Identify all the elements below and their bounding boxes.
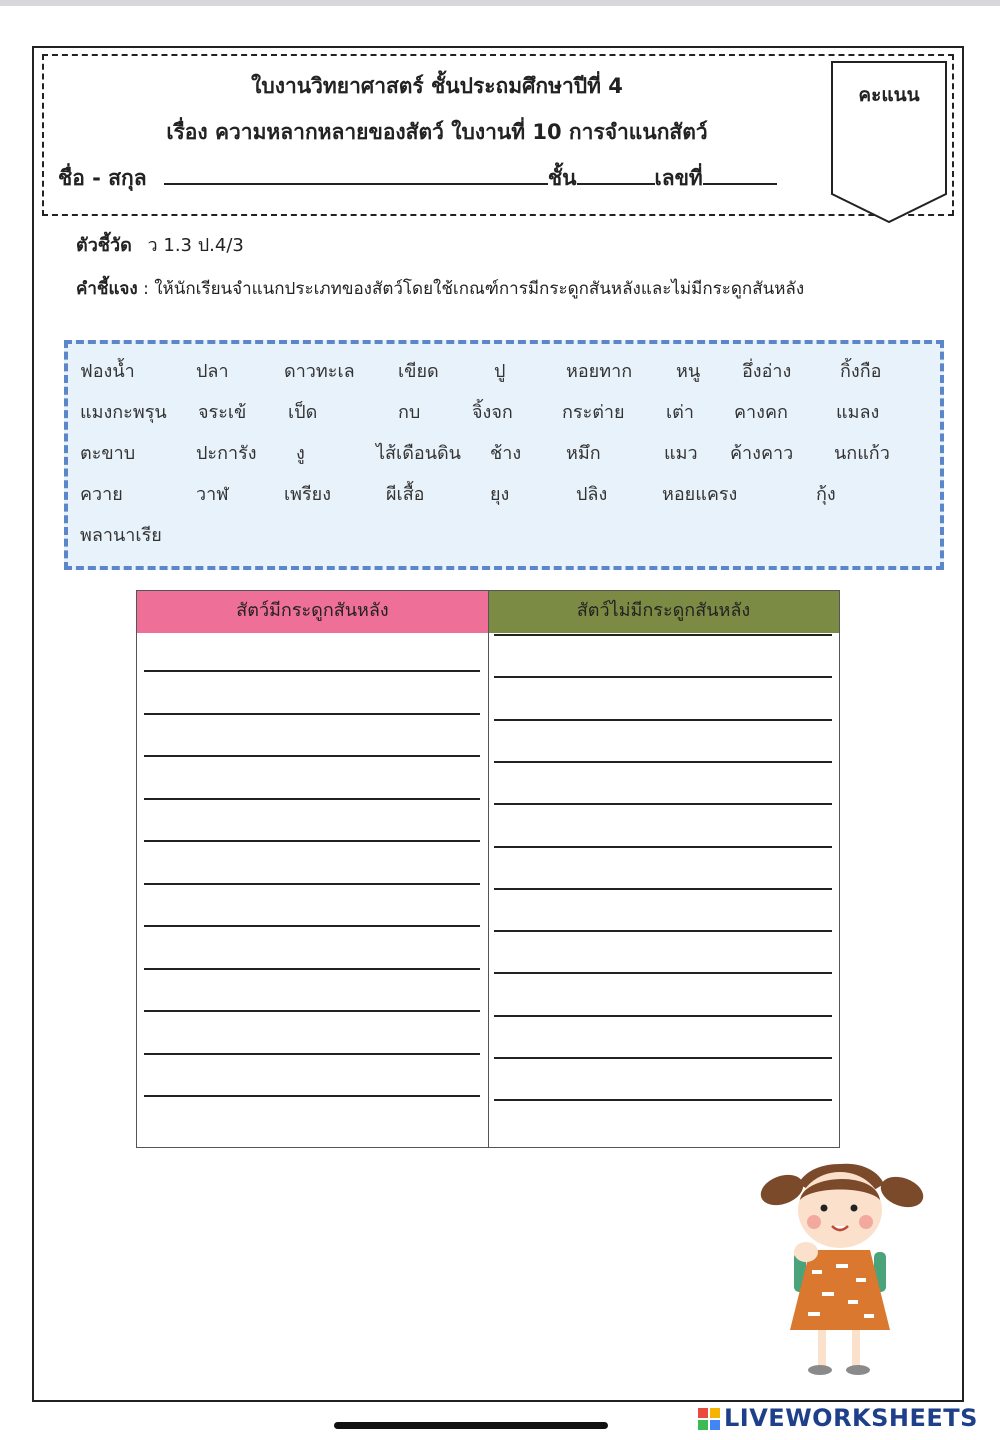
invertebrate-answer-line[interactable] <box>494 888 832 890</box>
classification-table <box>136 590 840 1148</box>
animal-word[interactable]: คางคก <box>734 402 788 423</box>
home-indicator <box>334 1422 608 1429</box>
vertebrate-answer-line[interactable] <box>144 925 480 927</box>
animal-word[interactable]: กบ <box>398 402 421 423</box>
vertebrate-header: สัตว์มีกระดูกสันหลัง <box>137 591 488 633</box>
animal-word[interactable]: จระเข้ <box>198 402 247 423</box>
worksheet-subtitle: เรื่อง ความหลากหลายของสัตว์ ใบงานที่ 10 การจำแนกสัตว์ <box>166 120 708 144</box>
animal-word[interactable]: งู <box>296 443 305 464</box>
vertebrate-answer-line[interactable] <box>144 840 480 842</box>
vertebrate-answer-line[interactable] <box>144 713 480 715</box>
vertebrate-answer-line[interactable] <box>144 670 480 672</box>
animal-word[interactable]: ปะการัง <box>196 443 257 464</box>
indicator-label: ตัวชี้วัด <box>76 235 132 256</box>
animal-word[interactable]: ค้างคาว <box>730 443 794 464</box>
number-field[interactable] <box>703 163 777 185</box>
animal-word[interactable]: กระต่าย <box>562 402 625 423</box>
animal-word[interactable]: ดาวทะเล <box>284 361 355 382</box>
vertebrate-answer-line[interactable] <box>144 968 480 970</box>
animal-word[interactable]: แมลง <box>836 402 880 423</box>
animal-word[interactable]: กิ้งกือ <box>840 361 882 382</box>
column-divider <box>488 591 489 1147</box>
indicator <box>76 230 244 259</box>
animal-word[interactable]: หมึก <box>566 443 601 464</box>
invertebrate-answer-line[interactable] <box>494 761 832 763</box>
number-label: เลขที่ <box>654 166 703 190</box>
invertebrate-answer-line[interactable] <box>494 676 832 678</box>
instruction-text: : ให้นักเรียนจำแนกประเภทของสัตว์โดยใช้เกณฑ์การมีกระดูกสันหลังและไม่มีกระดูกสันหลัง <box>143 279 805 299</box>
animal-word[interactable]: วาฬ <box>196 484 229 505</box>
invertebrate-answer-line[interactable] <box>494 634 832 636</box>
invertebrate-answer-line[interactable] <box>494 930 832 932</box>
instruction <box>76 275 804 302</box>
indicator-value: ว 1.3 ป.4/3 <box>147 235 244 256</box>
animal-word[interactable]: เพรียง <box>284 484 332 505</box>
invertebrate-answer-line[interactable] <box>494 803 832 805</box>
animal-word[interactable]: เต่า <box>666 402 694 423</box>
animal-word[interactable]: ปู <box>494 361 506 382</box>
animal-word[interactable]: เขียด <box>398 361 439 382</box>
animal-word[interactable]: ตะขาบ <box>80 443 136 464</box>
animal-word[interactable]: ช้าง <box>490 443 522 464</box>
animal-word[interactable]: หนู <box>676 361 701 382</box>
vertebrate-answer-line[interactable] <box>144 1095 480 1097</box>
animal-word[interactable]: ปลา <box>196 361 229 382</box>
name-label: ชื่อ - สกุล <box>58 166 147 190</box>
vertebrate-answer-line[interactable] <box>144 883 480 885</box>
animal-word[interactable]: ไส้เดือนดิน <box>376 443 461 464</box>
instruction-label: คำชี้แจง <box>76 279 138 299</box>
animal-word[interactable]: กุ้ง <box>816 484 836 505</box>
brand-name: LIVEWORKSHEETS <box>724 1404 978 1432</box>
invertebrate-answer-line[interactable] <box>494 1057 832 1059</box>
animal-word[interactable]: หอยทาก <box>566 361 633 382</box>
name-field[interactable] <box>164 163 548 185</box>
animal-word[interactable]: ปลิง <box>576 484 608 505</box>
vertebrate-answer-line[interactable] <box>144 755 480 757</box>
vertebrate-answer-line[interactable] <box>144 1053 480 1055</box>
animal-word[interactable]: แมงกะพรุน <box>80 402 167 423</box>
animal-word[interactable]: นกแก้ว <box>834 443 890 464</box>
class-field[interactable] <box>577 163 655 185</box>
animal-word[interactable]: อึ่งอ่าง <box>742 361 792 382</box>
animal-word[interactable]: ยุง <box>490 484 510 505</box>
invertebrate-answer-line[interactable] <box>494 972 832 974</box>
animal-word[interactable]: แมว <box>664 443 698 464</box>
animal-word[interactable]: หอยแครง <box>662 484 738 505</box>
student-info-row <box>58 162 777 195</box>
animal-word[interactable]: ผีเสื้อ <box>386 484 425 505</box>
invertebrate-answer-line[interactable] <box>494 846 832 848</box>
animal-word[interactable]: เป็ด <box>288 402 318 423</box>
class-label: ชั้น <box>547 166 577 190</box>
vertebrate-answer-line[interactable] <box>144 798 480 800</box>
invertebrate-header: สัตว์ไม่มีกระดูกสันหลัง <box>488 591 839 633</box>
animal-word[interactable]: ฟองน้ำ <box>80 361 135 382</box>
girl-illustration <box>752 1160 932 1380</box>
worksheet-title: ใบงานวิทยาศาสตร์ ชั้นประถมศึกษาปีที่ 4 <box>251 74 623 98</box>
invertebrate-answer-line[interactable] <box>494 1099 832 1101</box>
score-label: คะแนน <box>858 84 920 106</box>
top-status-bar <box>0 0 1000 6</box>
liveworksheets-logo-icon <box>698 1408 720 1430</box>
animal-word[interactable]: ควาย <box>80 484 123 505</box>
invertebrate-answer-line[interactable] <box>494 1015 832 1017</box>
vertebrate-answer-line[interactable] <box>144 1010 480 1012</box>
animal-word[interactable]: จิ้งจก <box>472 402 513 423</box>
animal-word[interactable]: พลานาเรีย <box>80 525 162 546</box>
invertebrate-answer-line[interactable] <box>494 719 832 721</box>
